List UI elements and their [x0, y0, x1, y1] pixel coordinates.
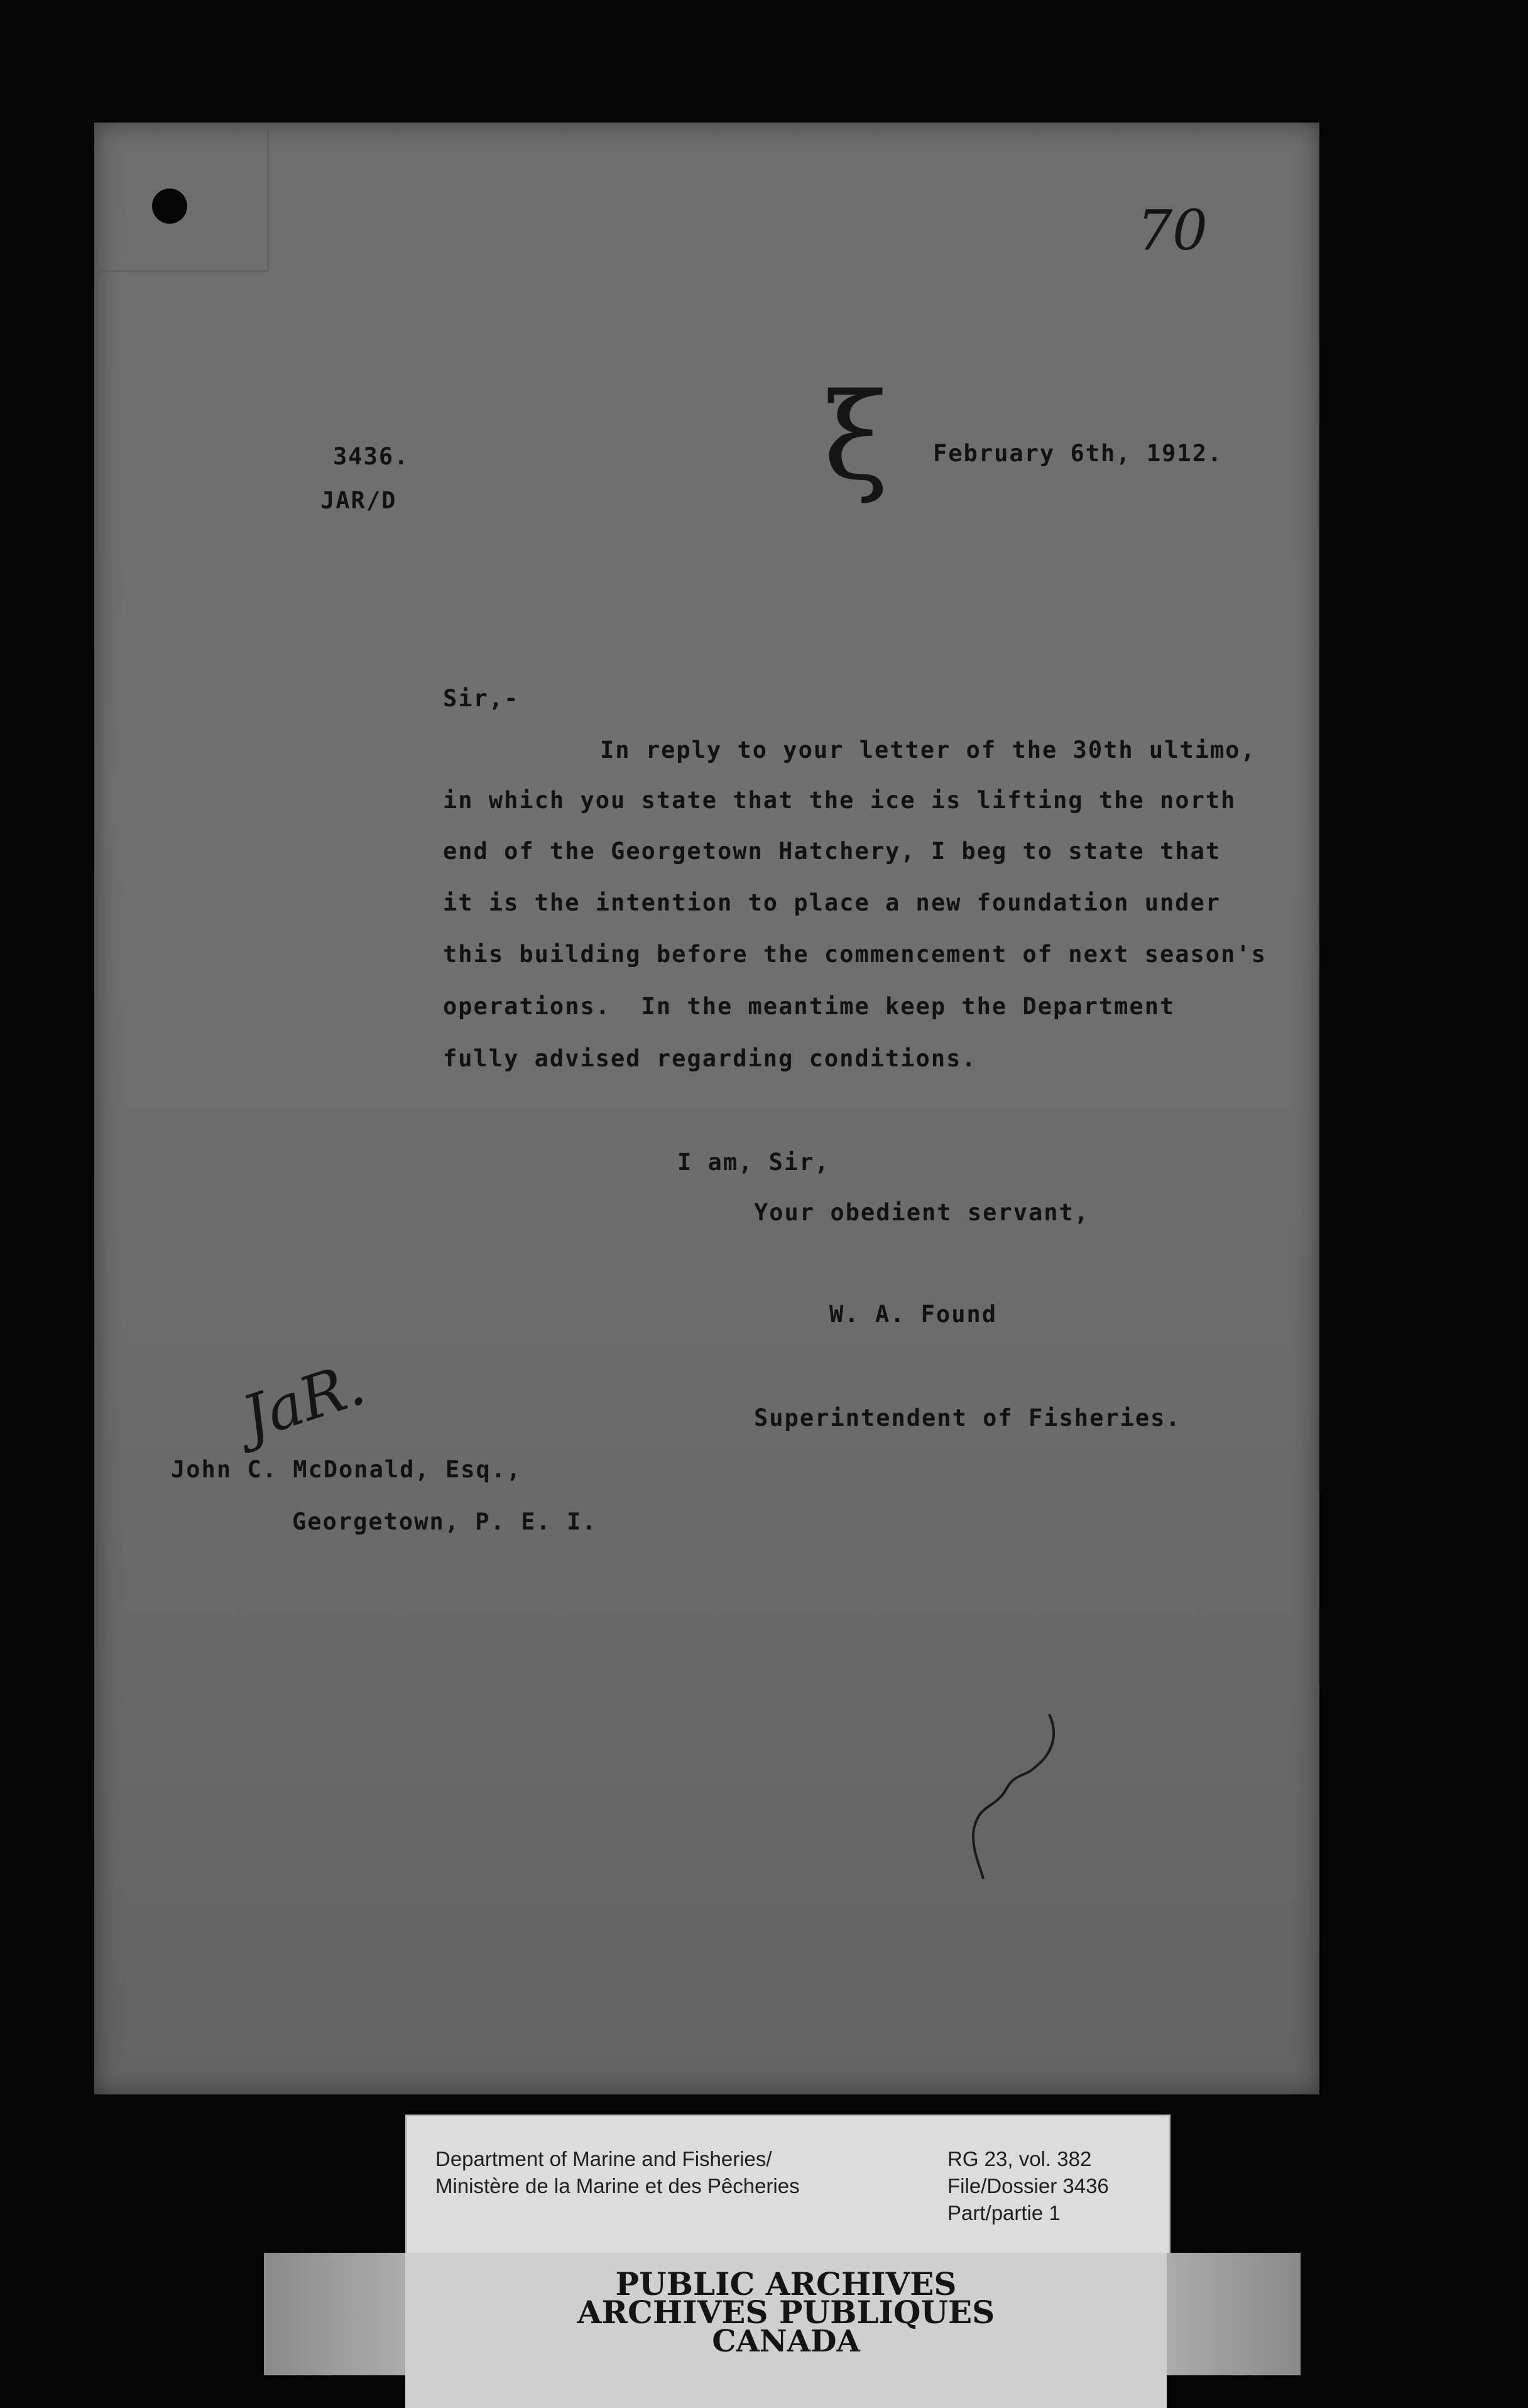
pencil-squiggle: [955, 1709, 1068, 1885]
salutation: Sir,-: [443, 685, 520, 712]
letter-date: February 6th, 1912.: [933, 440, 1223, 467]
archive-rg: RG 23, vol. 382: [947, 2147, 1092, 2170]
margin-mark: ξ: [823, 368, 889, 506]
archive-part: Part/partie 1: [947, 2201, 1061, 2225]
body-line: In reply to your letter of the 30th ultimo,: [600, 736, 1256, 763]
body-line: in which you state that the ice is lifting the north: [443, 787, 1236, 814]
archive-dept-fr: Ministère de la Marine et des Pêcheries: [435, 2174, 800, 2197]
addressee-place: Georgetown, P. E. I.: [292, 1508, 598, 1535]
body-line: operations. In the meantime keep the Department: [443, 993, 1176, 1020]
handwritten-initials: JaR.: [234, 1349, 373, 1453]
archive-dept-en: Department of Marine and Fisheries/: [435, 2147, 772, 2170]
letter-sheet: [94, 123, 1319, 2094]
closing-line-2: Your obedient servant,: [754, 1199, 1090, 1226]
typist-initials: JAR/D: [320, 487, 397, 514]
body-line: fully advised regarding conditions.: [443, 1045, 977, 1072]
file-number: 3436.: [333, 443, 410, 470]
signature-name: W. A. Found: [829, 1301, 998, 1328]
closing-line-1: I am, Sir,: [677, 1149, 830, 1176]
punch-hole: [152, 189, 187, 224]
archive-file: File/Dossier 3436: [947, 2174, 1109, 2197]
body-line: it is the intention to place a new foundation under: [443, 889, 1221, 916]
stamp-line-3: CANADA: [712, 2324, 860, 2359]
addressee-name: John C. McDonald, Esq.,: [171, 1456, 522, 1483]
page-number: 70: [1137, 198, 1208, 263]
stamp-line-1: PUBLIC ARCHIVES: [615, 2265, 957, 2302]
body-line: this building before the commencement of next season's: [443, 941, 1267, 968]
body-line: end of the Georgetown Hatchery, I beg to state that: [443, 838, 1221, 865]
signature-title: Superintendent of Fisheries.: [754, 1404, 1181, 1431]
stamp-line-2: ARCHIVES PUBLIQUES: [577, 2294, 995, 2331]
